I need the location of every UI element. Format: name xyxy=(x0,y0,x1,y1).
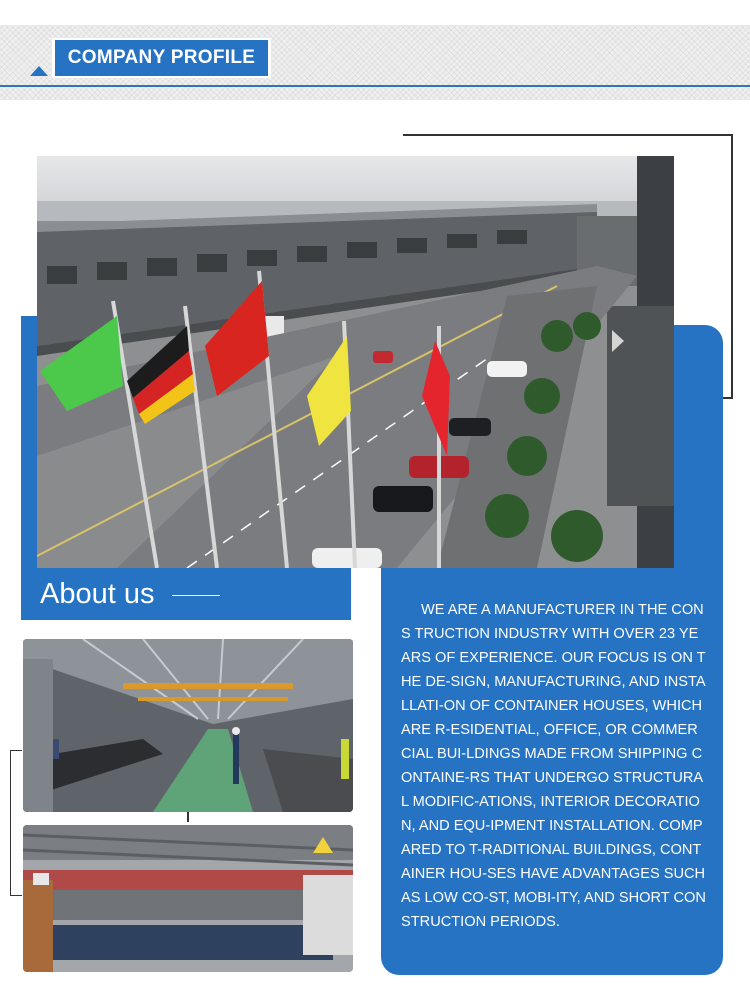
decorative-bracket-top xyxy=(10,750,22,751)
workshop-photo xyxy=(23,639,353,812)
cnc-machine-photo xyxy=(23,825,353,972)
factory-aerial-photo xyxy=(37,156,674,568)
decorative-tick xyxy=(187,812,189,822)
about-description xyxy=(401,598,706,934)
section-title: COMPANY PROFILE xyxy=(55,40,268,76)
chevron-right-icon xyxy=(612,330,624,352)
header-rule xyxy=(0,85,750,87)
about-title: About us xyxy=(40,578,155,610)
decorative-bracket-bottom xyxy=(10,895,22,896)
decorative-bracket xyxy=(10,750,11,895)
about-paragraph: WE ARE A MANUFACTURER IN THE CONS TRUCTION INDUSTRY WITH OVER 23 YEARS OF EXPERIENCE. OUR FOCUS IS ON THE DE-SIGN, MANUFACTURING, AND INSTALLATI-ON OF CONTAINER HOUSES, WHICH ARE R-ESIDENTIAL, OFFICE, OR COMMERCIAL BUI-LDINGS MADE FROM SHIPPING CONTAINE-RS THAT UNDERGO STRUCTURAL MODIFIC-ATIONS, INTERIOR DECORATION, AND EQU-IPMENT INSTALLATION. COMPARED TO T-RADITIONAL BUILDINGS, CONTAINER HOU-SES HAVE ADVANTAGES SUCH AS LOW CO-ST, MOBI-ITY, AND SHORT CONSTRUCTION PERIODS. xyxy=(401,602,706,930)
header-triangle-icon xyxy=(30,66,48,76)
title-underline xyxy=(172,595,220,596)
